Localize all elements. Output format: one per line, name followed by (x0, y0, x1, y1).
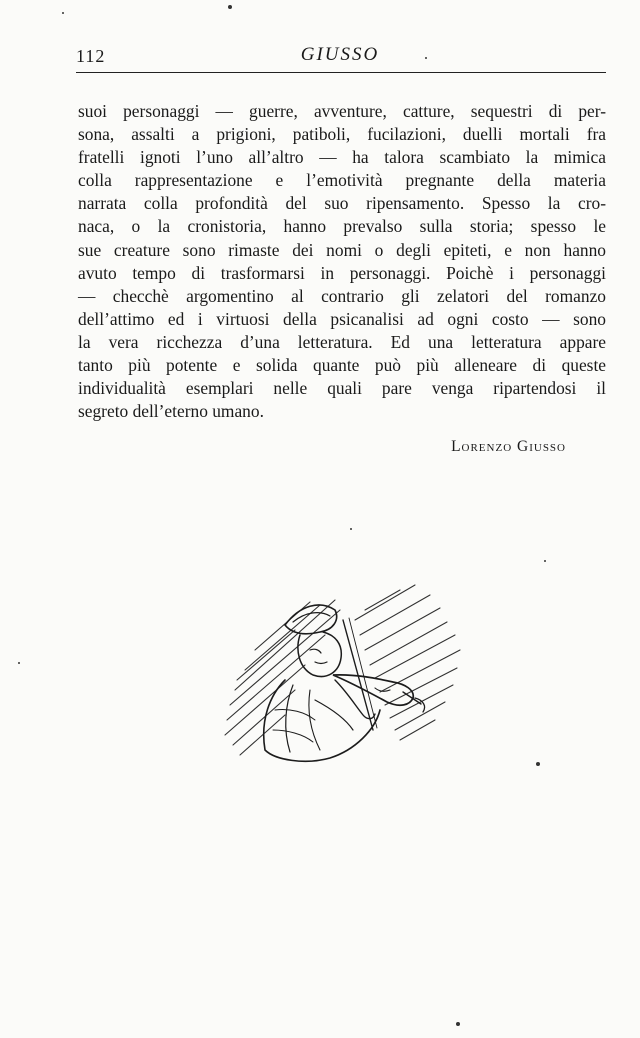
text-line: dell’attimo ed i virtuosi della psicanalisi ad ogni costo — sono (78, 308, 606, 329)
text-line: — checchè argomentino al contrario gli zelatori del romanzo (78, 285, 606, 306)
hatching (225, 585, 460, 755)
text-line: colla rappresentazione e l’emotività pregnante della materia (78, 170, 606, 191)
ink-speck (18, 662, 20, 664)
body-paragraph (78, 100, 606, 423)
text-line: naca, o la cronistoria, hanno prevalso sulla storia; spesso le (78, 216, 606, 237)
running-title: GIUSSO (300, 44, 380, 65)
text-line: suoi personaggi — guerre, avventure, catture, sequestri di per- (78, 101, 606, 121)
ink-speck (425, 57, 427, 59)
page-number: 112 (76, 46, 106, 66)
author-signature: Lorenzo Giusso (451, 438, 566, 455)
ink-speck (62, 12, 64, 14)
text-line: sona, assalti a prigioni, patiboli, fucilazioni, duelli mortali fra (78, 124, 606, 145)
text-line: tanto più potente e solida quante può più alleneare di queste (78, 355, 606, 376)
text-line: narrata colla profondità del suo ripensamento. Spesso la cro- (78, 193, 606, 214)
ink-speck (228, 5, 232, 9)
running-head (76, 44, 604, 72)
ink-speck (544, 560, 546, 562)
violinist-sketch-icon (215, 580, 470, 780)
header-rule (76, 72, 606, 73)
text-line: sue creature sono rimaste dei nomi o degli epiteti, e non hanno (78, 239, 606, 260)
text-line: avuto tempo di trasformarsi in personaggi. Poichè i personaggi (78, 262, 606, 283)
text-line: fratelli ignoti l’uno all’altro — ha talora scambiato la mimica (78, 147, 606, 168)
text-line: la vera ricchezza d’una letteratura. Ed una letteratura appare (78, 331, 606, 352)
text-line: individualità esemplari nelle quali pare venga ripartendosi il (78, 378, 606, 399)
ink-speck (456, 1022, 460, 1026)
text-line: segreto dell’eterno umano. (78, 401, 264, 422)
ink-speck (536, 762, 540, 766)
ink-speck (350, 528, 352, 530)
